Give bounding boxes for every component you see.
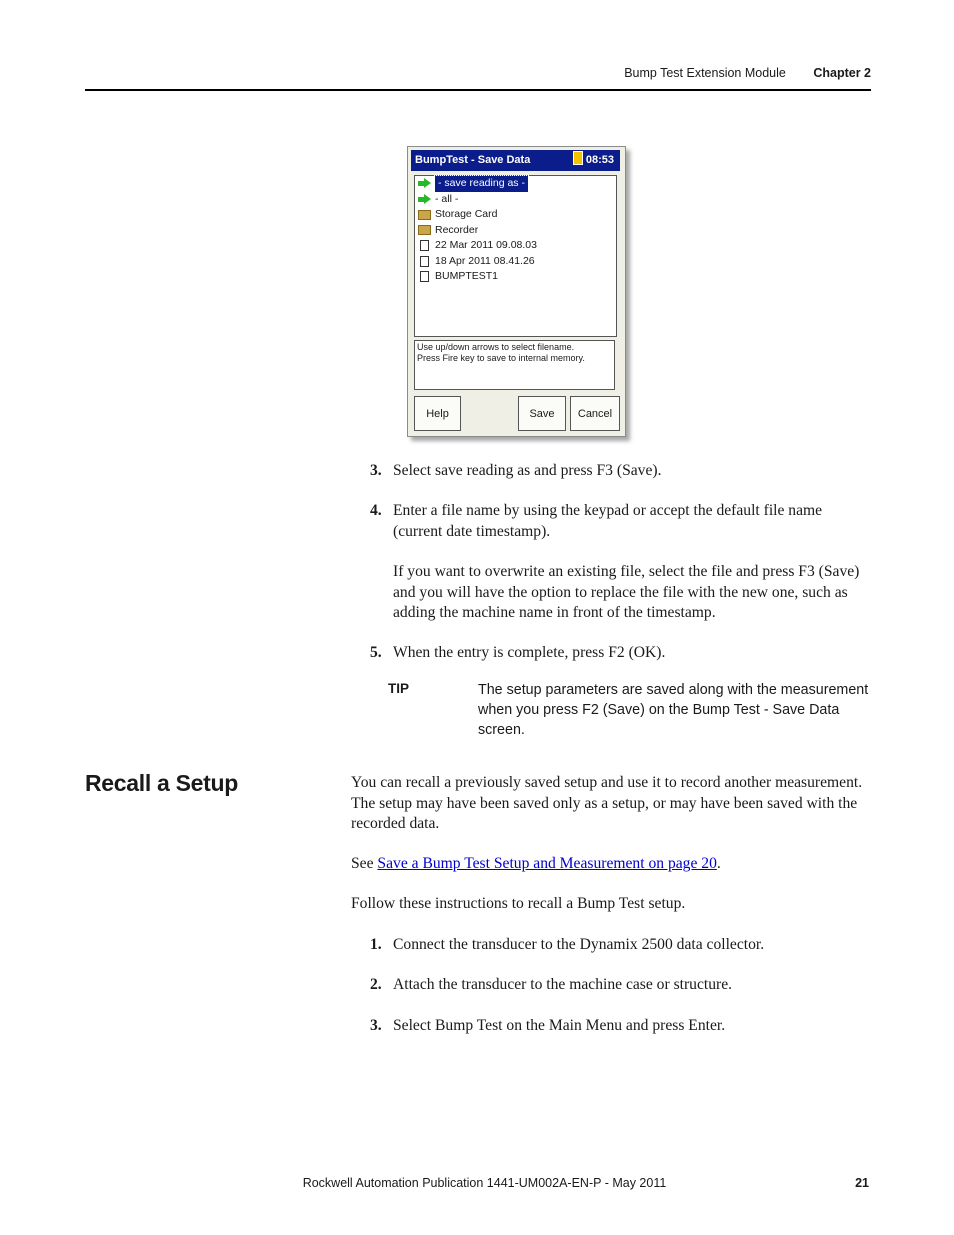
see-prefix: See [351, 855, 378, 872]
step-note: If you want to overwrite an existing file, select the file and press F3 (Save) and you will have the option to replace the file with the new one, such as adding the machine name in front of the timestamp. [393, 563, 860, 621]
device-title-bar [411, 150, 620, 171]
help-button[interactable]: Help [414, 396, 461, 431]
device-hint-box [414, 340, 615, 390]
cancel-button[interactable]: Cancel [570, 396, 620, 431]
file-icon [420, 256, 429, 267]
page-number: 21 [855, 1176, 869, 1190]
header-rule [85, 89, 871, 91]
footer-publication: Rockwell Automation Publication 1441-UM002A-EN-P - May 2011 [302, 1176, 667, 1190]
file-icon [420, 271, 429, 282]
green-arrow-icon [418, 194, 431, 205]
tip-text: The setup parameters are saved along with the measurement when you press F2 (Save) on the Bump Test - Save Data screen. [478, 682, 869, 738]
cross-reference-link[interactable]: Save a Bump Test Setup and Measurement on page 20 [377, 855, 717, 872]
step-item [370, 643, 870, 664]
step-number: 3. [370, 1017, 382, 1034]
step-number: 1. [370, 936, 382, 953]
step-text: Attach the transducer to the machine case or structure. [393, 976, 733, 993]
battery-icon [573, 151, 583, 165]
step-number: 2. [370, 976, 382, 993]
list-item[interactable]: 18 Apr 2011 08.41.26 [415, 254, 616, 270]
step-number: 3. [370, 462, 382, 479]
section-heading: Recall a Setup [85, 770, 239, 796]
step-item [370, 935, 870, 956]
device-time: 08:53 [585, 154, 614, 166]
list-item[interactable]: BUMPTEST1 [415, 269, 616, 285]
list-item[interactable]: - save reading as - [415, 176, 616, 192]
device-title: BumpTest - Save Data [415, 154, 531, 166]
running-header [624, 66, 871, 80]
step-item [370, 501, 870, 624]
list-item[interactable]: 22 Mar 2011 09.08.03 [415, 238, 616, 254]
tip-label: TIP [388, 681, 410, 696]
step-number: 5. [370, 644, 382, 661]
save-button[interactable]: Save [518, 396, 566, 431]
recall-intro: You can recall a previously saved setup and use it to record another measurement. The setup may have been saved only as a setup, or may have been saved with the recorded data. [351, 774, 863, 832]
list-item[interactable]: - all - [415, 192, 616, 208]
file-icon [420, 240, 429, 251]
folder-icon [418, 225, 431, 235]
step-number: 4. [370, 502, 382, 519]
step-text: Connect the transducer to the Dynamix 2500 data collector. [393, 936, 765, 953]
list-item[interactable]: Recorder [415, 223, 616, 239]
step-text: Select save reading as and press F3 (Save). [393, 462, 662, 479]
green-arrow-icon [418, 178, 431, 189]
see-reference [351, 854, 873, 875]
device-hint-line: Press Fire key to save to internal memory. [417, 353, 585, 363]
step-text: When the entry is complete, press F2 (OK). [393, 644, 666, 661]
see-suffix: . [716, 855, 721, 872]
folder-icon [418, 210, 431, 220]
device-clock [573, 150, 614, 171]
header-section-title: Bump Test Extension Module [624, 66, 786, 80]
device-screenshot [407, 146, 626, 437]
step-item [370, 1016, 870, 1037]
follow-text: Follow these instructions to recall a Bump Test setup. [351, 895, 686, 912]
step-text: Enter a file name by using the keypad or accept the default file name (current date timestamp). [393, 502, 823, 540]
header-chapter: Chapter 2 [813, 66, 871, 80]
step-item [370, 461, 870, 482]
step-text: Select Bump Test on the Main Menu and press Enter. [393, 1017, 726, 1034]
device-hint-line: Use up/down arrows to select filename. [417, 342, 575, 352]
step-item [370, 975, 870, 996]
list-item[interactable]: Storage Card [415, 207, 616, 223]
device-file-list [414, 175, 617, 337]
